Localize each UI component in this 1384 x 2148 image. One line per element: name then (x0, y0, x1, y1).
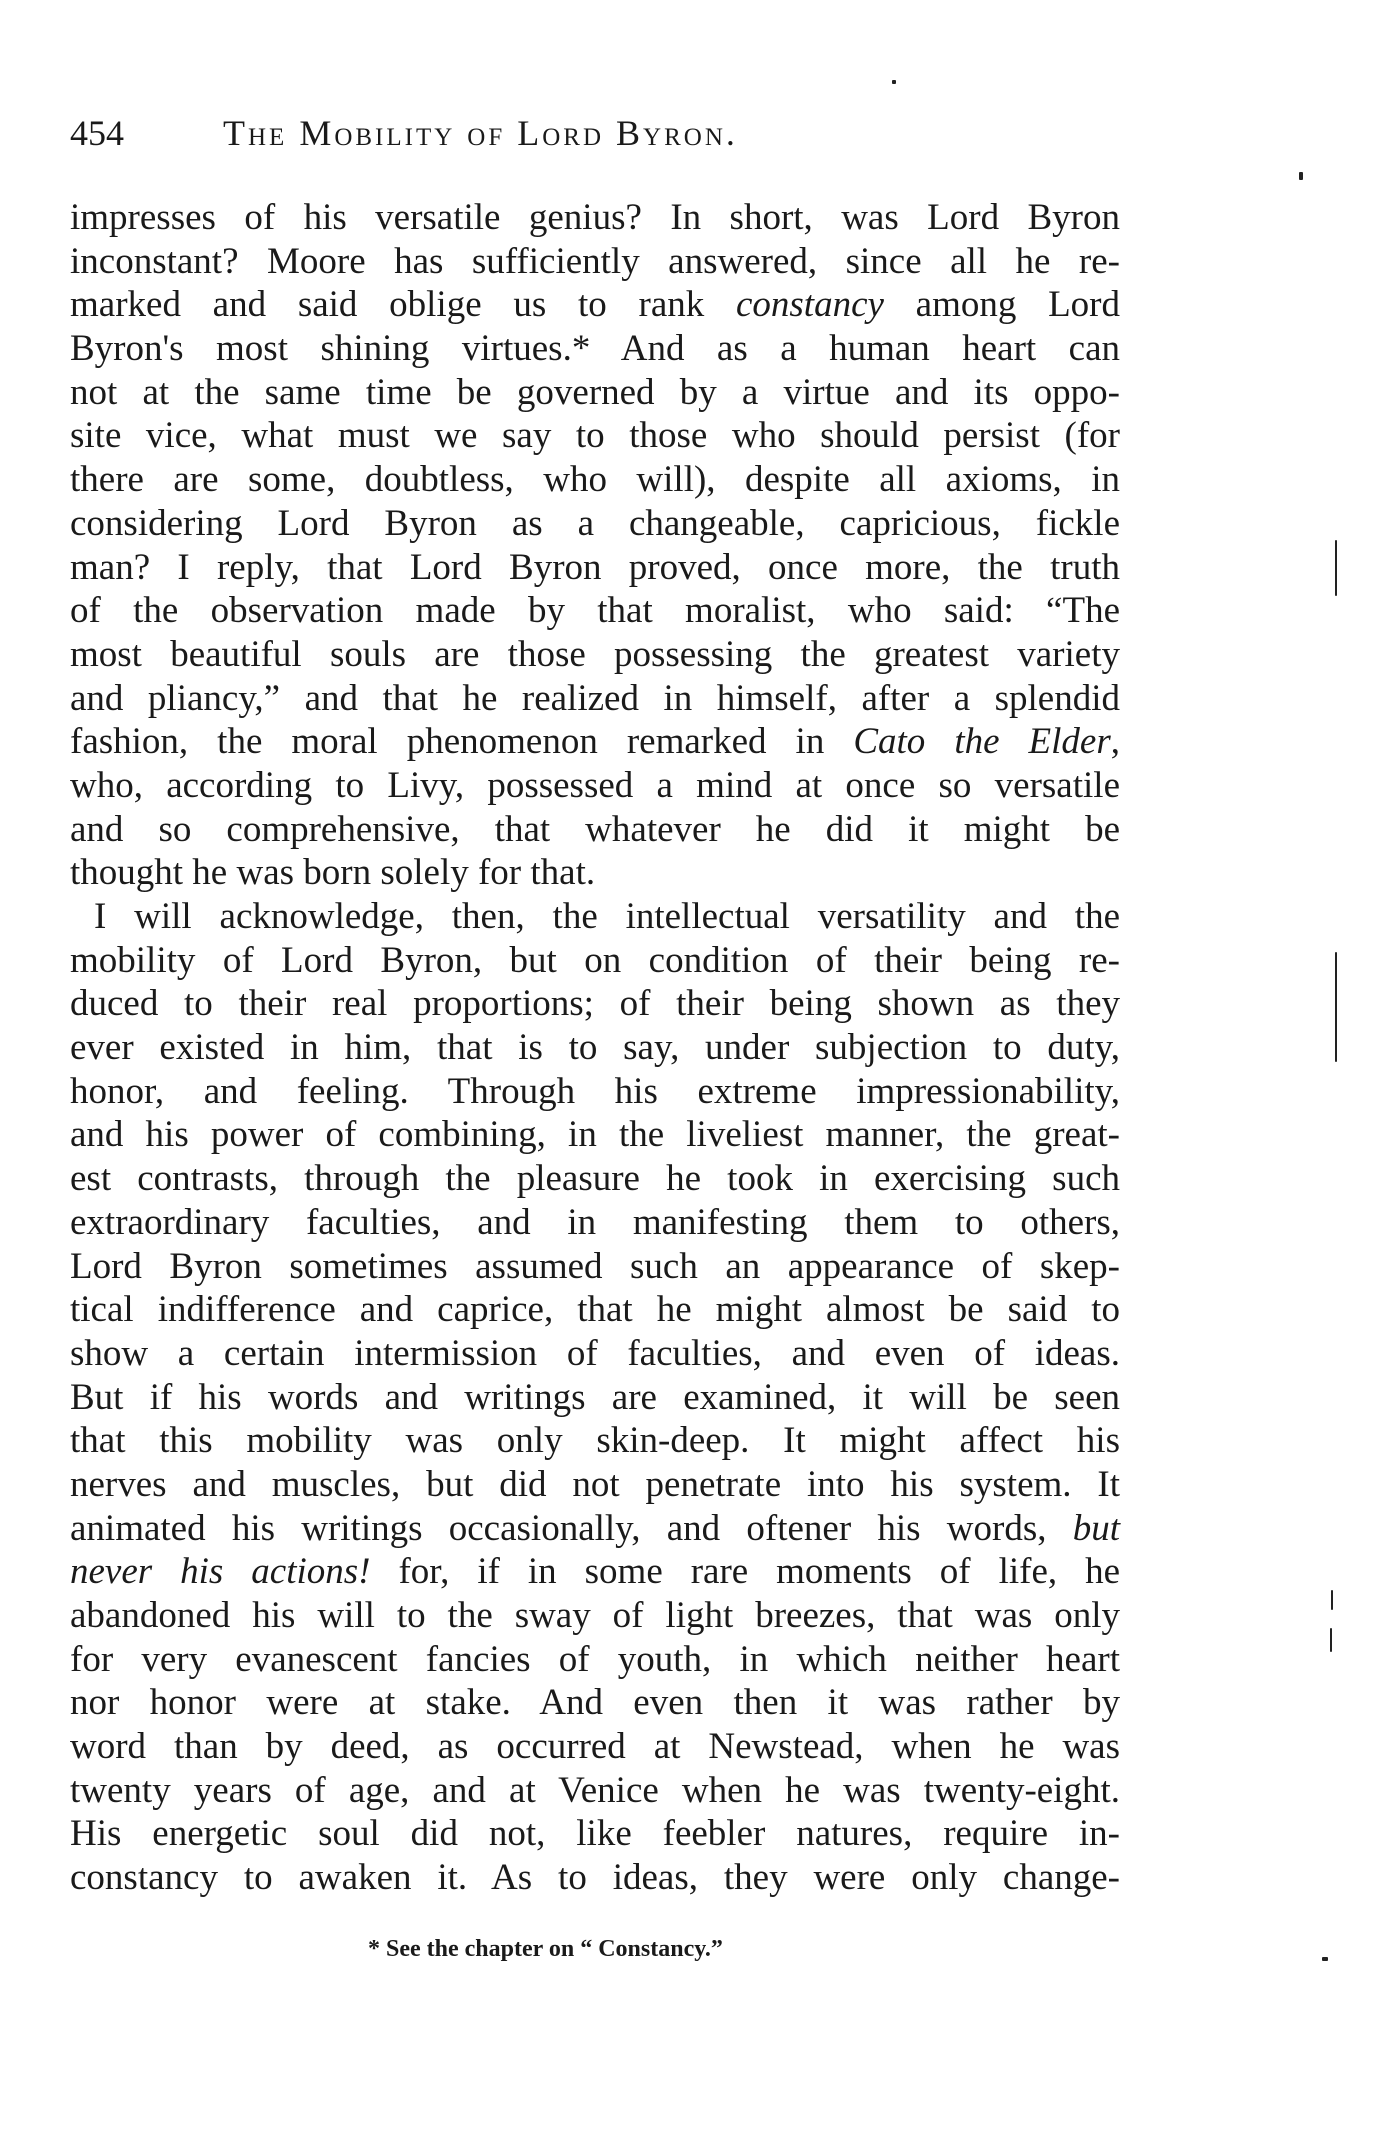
text-segment: , (1110, 721, 1120, 763)
text-segment: But if his words and writings are examined, it will be seen (70, 1376, 1120, 1418)
text-segment: nerves and muscles, but did not penetrate into his system. It (70, 1463, 1120, 1505)
text-line (70, 895, 1120, 939)
text-segment: thought he was born solely for that. (70, 852, 596, 894)
text-line (70, 982, 1120, 1026)
text-segment: site vice, what must we say to those who should persist (for (70, 415, 1120, 457)
text-segment: Byron's most shining virtues.* And as a human heart can (70, 328, 1120, 370)
text-line (70, 1812, 1120, 1856)
text-segment: ever existed in him, that is to say, under subjection to duty, (70, 1027, 1120, 1069)
text-line (70, 720, 1120, 764)
text-segment: Lord Byron sometimes assumed such an appearance of skep- (70, 1245, 1120, 1287)
text-segment: tical indifference and caprice, that he might almost be said to (70, 1289, 1120, 1331)
italic-text: never his actions! (70, 1551, 371, 1593)
text-segment: man? I reply, that Lord Byron proved, once more, the truth (70, 546, 1120, 588)
text-line (70, 502, 1120, 546)
text-line (70, 458, 1120, 502)
text-segment: honor, and feeling. Through his extreme impressionability, (70, 1070, 1120, 1112)
scan-speck (1322, 1957, 1328, 1961)
text-line (70, 1113, 1120, 1157)
text-line (70, 1157, 1120, 1201)
text-segment: not at the same time be governed by a virtue and its oppo- (70, 371, 1120, 413)
text-segment: most beautiful souls are those possessing the greatest variety (70, 633, 1120, 675)
text-segment: I will acknowledge, then, the intellectual versatility and the (94, 896, 1120, 937)
text-line (70, 1463, 1120, 1507)
text-line (70, 283, 1120, 327)
text-line (70, 196, 1120, 240)
text-line (70, 1550, 1120, 1594)
text-segment: there are some, doubtless, who will), despite all axioms, in (70, 459, 1120, 501)
text-segment: for, if in some rare moments of life, he (370, 1551, 1121, 1593)
text-line (70, 939, 1120, 983)
text-segment: of the observation made by that moralist, who said: “The (70, 590, 1120, 632)
text-segment: est contrasts, through the pleasure he took in exercising such (70, 1158, 1120, 1200)
text-line (70, 589, 1120, 633)
scan-speck (1335, 540, 1337, 596)
text-line (70, 1376, 1120, 1420)
text-segment: word than by deed, as occurred at Newstead, when he was (70, 1726, 1120, 1768)
body-text (70, 196, 1120, 1900)
text-line (70, 1026, 1120, 1070)
text-segment: and his power of combining, in the liveliest manner, the great- (70, 1114, 1120, 1156)
text-line (70, 1507, 1120, 1551)
text-segment: inconstant? Moore has sufficiently answered, since all he re- (70, 240, 1120, 282)
text-segment: impresses of his versatile genius? In short, was Lord Byron (70, 197, 1120, 238)
text-line (70, 1856, 1120, 1900)
text-segment: show a certain intermission of faculties, and even of ideas. (70, 1332, 1120, 1374)
text-segment: abandoned his will to the sway of light breezes, that was only (70, 1595, 1120, 1636)
text-line (70, 1288, 1120, 1332)
text-segment: twenty years of age, and at Venice when he was twenty-eight. (70, 1769, 1120, 1811)
text-line (70, 1594, 1120, 1638)
scan-speck (1330, 1628, 1332, 1652)
text-segment: animated his writings occasionally, and oftener his words, (70, 1507, 1073, 1549)
text-line (70, 1725, 1120, 1769)
text-segment: and so comprehensive, that whatever he did it might be (70, 808, 1120, 850)
italic-text: but (1072, 1507, 1120, 1549)
text-segment: and pliancy,” and that he realized in himself, after a splendid (70, 677, 1120, 719)
running-header (70, 112, 1130, 162)
scan-speck (1335, 952, 1337, 1062)
text-segment: fashion, the moral phenomenon remarked in (70, 721, 854, 763)
page-number: 454 (70, 113, 124, 153)
running-title: The Mobility of Lord Byron. (223, 113, 738, 153)
scan-speck (1331, 1590, 1333, 1610)
text-line (70, 851, 1120, 895)
scan-speck (892, 80, 896, 84)
scan-speck (1299, 172, 1303, 180)
text-line (70, 1769, 1120, 1813)
text-line (70, 677, 1120, 721)
text-line (70, 1245, 1120, 1289)
text-line (70, 764, 1120, 808)
text-line (70, 1681, 1120, 1725)
text-segment: for very evanescent fancies of youth, in which neither heart (70, 1638, 1120, 1680)
text-segment: considering Lord Byron as a changeable, capricious, fickle (70, 502, 1120, 544)
text-segment: who, according to Livy, possessed a mind at once so versatile (70, 764, 1120, 806)
text-line (70, 240, 1120, 284)
text-line (70, 546, 1120, 590)
text-segment: duced to their real proportions; of their being shown as they (70, 983, 1120, 1025)
text-line (70, 1332, 1120, 1376)
italic-text: constancy (735, 284, 884, 326)
text-line (70, 371, 1120, 415)
text-line (70, 1638, 1120, 1682)
text-line (70, 1070, 1120, 1114)
text-segment: marked and said oblige us to rank (70, 284, 736, 326)
text-segment: mobility of Lord Byron, but on condition of their being re- (70, 939, 1120, 981)
text-line (70, 633, 1120, 677)
text-segment: His energetic soul did not, like feebler natures, require in- (70, 1813, 1120, 1855)
italic-text: Cato the Elder (853, 721, 1111, 763)
text-segment: nor honor were at stake. And even then it was rather by (70, 1682, 1120, 1724)
text-line (70, 1201, 1120, 1245)
text-segment: constancy to awaken it. As to ideas, they were only change- (70, 1857, 1120, 1899)
text-line (70, 327, 1120, 371)
footnote: * See the chapter on “ Constancy.” (368, 1936, 723, 1962)
text-line (70, 414, 1120, 458)
text-line (70, 1419, 1120, 1463)
text-segment: extraordinary faculties, and in manifesting them to others, (70, 1201, 1120, 1243)
text-line (70, 808, 1120, 852)
text-segment: that this mobility was only skin-deep. It might affect his (70, 1420, 1120, 1462)
text-segment: among Lord (883, 284, 1121, 326)
